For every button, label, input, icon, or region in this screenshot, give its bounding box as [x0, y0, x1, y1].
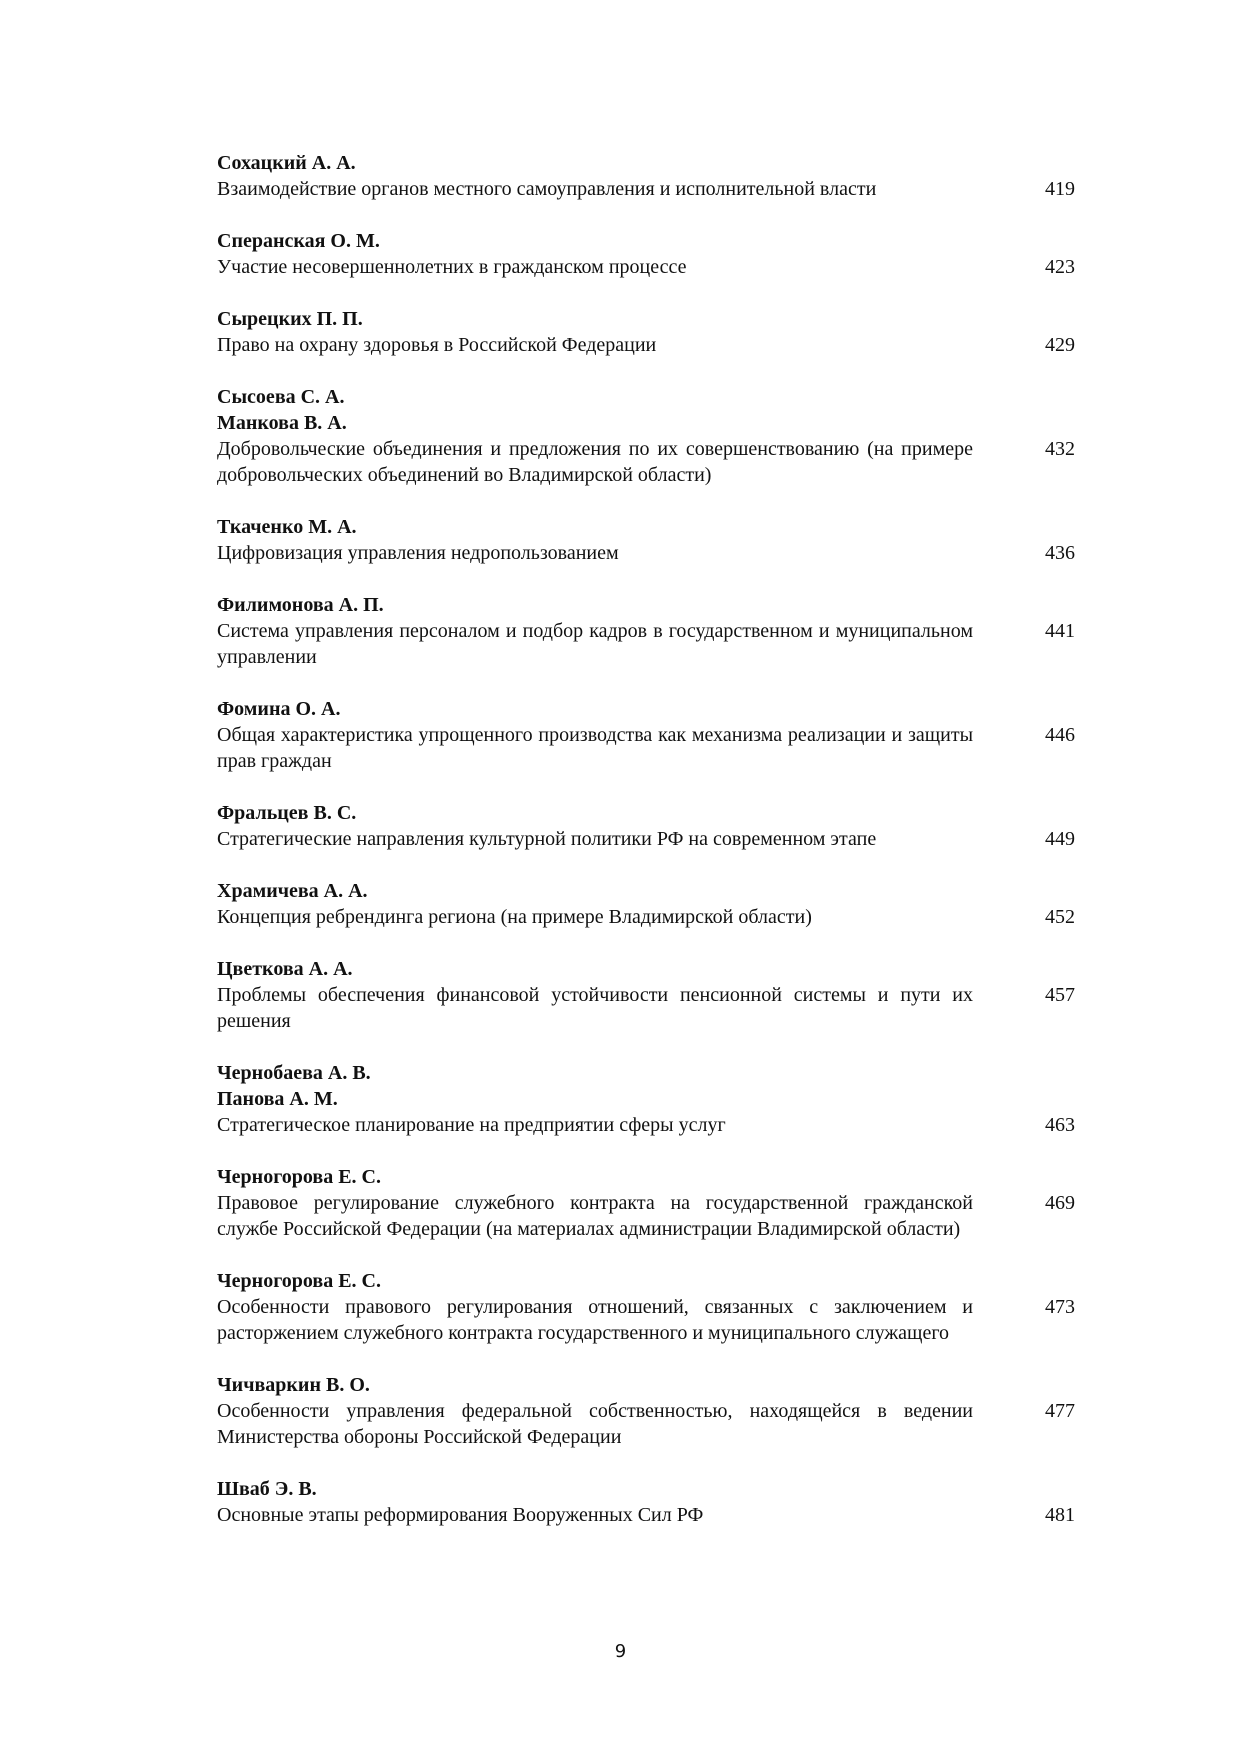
- entry-title: Общая характеристика упрощенного производства как механизма реализации и защиты прав граждан: [217, 724, 973, 772]
- page-number: 9: [614, 1641, 627, 1662]
- toc-entry: [217, 1372, 1075, 1450]
- entry-author: Шваб Э. В.: [217, 1478, 317, 1500]
- toc-entry: [217, 592, 1075, 670]
- toc-entry: [217, 956, 1075, 1034]
- entry-author: Сперанская О. М.: [217, 230, 380, 252]
- entry-row: [217, 1398, 1075, 1450]
- entry-page-number: 452: [1045, 906, 1075, 928]
- entry-page-number: 457: [1045, 984, 1075, 1006]
- entry-row: [217, 722, 1075, 774]
- entry-page-number: 436: [1045, 542, 1075, 564]
- entry-author: Черногорова Е. С.: [217, 1270, 381, 1292]
- entry-page-number: 473: [1045, 1296, 1075, 1318]
- entry-author: Панова А. М.: [217, 1088, 338, 1110]
- entry-author: Чернобаева А. В.: [217, 1062, 371, 1084]
- toc-entry: [217, 1268, 1075, 1346]
- entry-page-number: 446: [1045, 724, 1075, 746]
- toc-entry: [217, 800, 1075, 852]
- entry-row: [217, 176, 1075, 202]
- entry-page-number: 463: [1045, 1114, 1075, 1136]
- entry-row: [217, 1190, 1075, 1242]
- entry-title: Правовое регулирование служебного контракта на государственной гражданской службе Российской Федерации (на материалах администрации Владимирской области): [217, 1192, 973, 1240]
- entry-title: Концепция ребрендинга региона (на примере Владимирской области): [217, 906, 812, 928]
- entry-row: [217, 1502, 1075, 1528]
- entry-row: [217, 1294, 1075, 1346]
- entry-title: Особенности управления федеральной собственностью, находящейся в ведении Министерства обороны Российской Федерации: [217, 1400, 973, 1448]
- entry-author: Храмичева А. А.: [217, 880, 368, 902]
- entry-author: Манкова В. А.: [217, 412, 347, 434]
- entry-title: Особенности правового регулирования отношений, связанных с заключением и расторжением служебного контракта государственного и муниципального служащего: [217, 1296, 973, 1344]
- entry-title: Стратегическое планирование на предприятии сферы услуг: [217, 1114, 726, 1136]
- entry-title: Система управления персоналом и подбор кадров в государственном и муниципальном управлении: [217, 620, 973, 668]
- entry-row: [217, 254, 1075, 280]
- toc-entry: [217, 1164, 1075, 1242]
- entry-author: Сысоева С. А.: [217, 386, 345, 408]
- entry-row: [217, 332, 1075, 358]
- toc-entry: [217, 514, 1075, 566]
- entry-title: Проблемы обеспечения финансовой устойчивости пенсионной системы и пути их решения: [217, 984, 973, 1032]
- toc-entry: [217, 150, 1075, 202]
- entry-author: Филимонова А. П.: [217, 594, 384, 616]
- entry-author: Фомина О. А.: [217, 698, 341, 720]
- entry-title: Добровольческие объединения и предложения по их совершенствованию (на примере добровольческих объединений во Владимирской области): [217, 438, 973, 486]
- entry-row: [217, 618, 1075, 670]
- entry-author: Ткаченко М. А.: [217, 516, 357, 538]
- toc-entry: [217, 878, 1075, 930]
- toc-entry: [217, 696, 1075, 774]
- entry-page-number: 429: [1045, 334, 1075, 356]
- entry-page-number: 477: [1045, 1400, 1075, 1422]
- entry-page-number: 449: [1045, 828, 1075, 850]
- entry-title: Основные этапы реформирования Вооруженных Сил РФ: [217, 1504, 704, 1526]
- entry-author: Цветкова А. А.: [217, 958, 353, 980]
- entry-author: Сырецких П. П.: [217, 308, 363, 330]
- entry-title: Цифровизация управления недропользованием: [217, 542, 619, 564]
- table-of-contents: [217, 150, 1075, 1554]
- entry-row: [217, 826, 1075, 852]
- entry-row: [217, 904, 1075, 930]
- entry-row: [217, 982, 1075, 1034]
- entry-author: Фральцев В. С.: [217, 802, 357, 824]
- entry-row: [217, 436, 1075, 488]
- toc-entry: [217, 228, 1075, 280]
- toc-entry: [217, 384, 1075, 488]
- entry-title: Право на охрану здоровья в Российской Федерации: [217, 334, 657, 356]
- entry-page-number: 481: [1045, 1504, 1075, 1526]
- entry-title: Участие несовершеннолетних в гражданском процессе: [217, 256, 687, 278]
- toc-entry: [217, 306, 1075, 358]
- entry-page-number: 441: [1045, 620, 1075, 642]
- entry-row: [217, 1112, 1075, 1138]
- entry-author: Чичваркин В. О.: [217, 1374, 370, 1396]
- entry-row: [217, 540, 1075, 566]
- entry-page-number: 423: [1045, 256, 1075, 278]
- entry-page-number: 419: [1045, 178, 1075, 200]
- entry-page-number: 432: [1045, 438, 1075, 460]
- entry-page-number: 469: [1045, 1192, 1075, 1214]
- entry-title: Стратегические направления культурной политики РФ на современном этапе: [217, 828, 877, 850]
- toc-entry: [217, 1060, 1075, 1138]
- entry-author: Черногорова Е. С.: [217, 1166, 381, 1188]
- toc-entry: [217, 1476, 1075, 1528]
- entry-author: Сохацкий А. А.: [217, 152, 356, 174]
- entry-title: Взаимодействие органов местного самоуправления и исполнительной власти: [217, 178, 877, 200]
